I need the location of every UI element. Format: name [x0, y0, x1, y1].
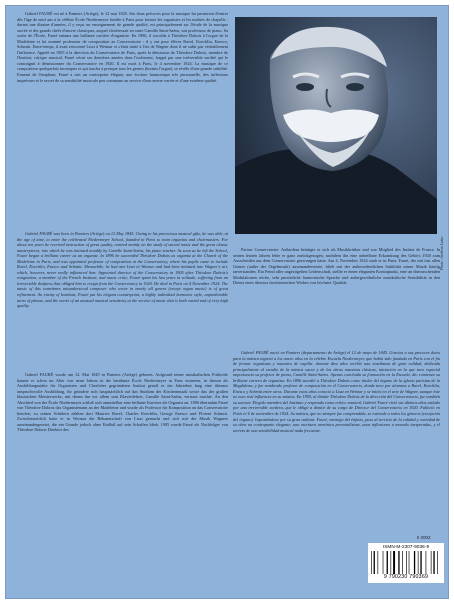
- portrait-photo: [235, 17, 437, 234]
- text-french: Gabriel FAURÉ est né à Pamiers (Ariège), le 12 mai 1845. Ses dons précoces pour la musique lui permirent d'entrer dès l'âge de neuf ans à la célèbre École Niedermeyer fondée à Paris pour former les organistes et les maîtres de chapelle : durant une dizaine d'années, il y reçut un enseignement de grande qualité, est principalement sur l'étude de la musique sacrée et des grands chefs-d'œuvre classiques, auquel s'intéressait en outre Camille Saint-Saëns, son professeur de piano. Sa sortie de l'École, Fauré entama une brillante carrière d'organiste. En 1896, il succéda à Théodore Dubois à l'orgue de la Madeleine et fut nommé professeur de composition au Conservatoire : il y eut pour élèves Ravel, Koechlin, Enesco, Schmitt. Entre-temps, il avait rencontré Liszt à Weimar et s'était initié à l'art de Wagner dont il ne subit pas véritablement l'influence. Appelé en 1905 à la direction du Conservatoire de Paris, après la démission de Théodore Dubois, membre de l'Institut, critique musical, Fauré vécut ses dernières années dans l'isolement, frappé par une irréversible surdité qui le contraignit à démissionner du Conservatoire en 1920. Il est mort à Paris, le 4 novembre 1924. La musique de ce compositeur quelquefois incompris et qui toucha à presque tous les genres (hormis l'orgue), se révèle d'une grande subtilité. Ennemi de l'emphase, Fauré a mis un contrepoint élégant, une écriture harmonique très personnelle, des inflexions imprévues et le secret de sa sensibilité musicale peu commune au service d'une œuvre variée et d'une extrême qualité.: [17, 11, 228, 83]
- catalog-number: II 2002: [417, 535, 431, 540]
- text-german-continued: Pariser Conservatoire. Außerdem betätigte er sich als Musikkritiker und war Mitglied des Institut de France. In seinen letzten Jahren lebte er ganz zurückgezogen, nachdem ihn eine unheilbare Erkrankung des Gehörs 1920 zum Ausscheiden aus dem Conservatoire gezwungen hatte. Am 4. November 1924 starb er in Paris. Fauré, der mit fast allen Genres (außer der Orgelmusik) auseinandersetzte, blieb mit der außerordentlichen Subtilität seiner Musik häufig unverstanden. Ein Feind aller ungezügelten Leidenschaft, stellte er einen eleganten Kontrapunkt, eine an überraschenden Modulationen reiche, sehr persönliche harmonische Sprache und außergewöhnliche musikalische Sensibilität in den Dienst eines überaus facettenreichen Werkes von höchster Qualität.: [233, 247, 440, 286]
- barcode-label: [368, 543, 444, 583]
- barcode-bars: [371, 551, 441, 574]
- photo-credit: Photo : Archives Leduc: [440, 236, 444, 270]
- text-spanish: Gabriel FAURÉ nació en Pamiers (departamento de Ariège) el 12 de mayo de 1845. Gracias a sus precoces dotes para la música ingresó a los nueve años en la célebre Escuela Niedermeyer, que había sido fundada en París con el fin de formar organistas y maestros de capilla: durante diez años recibió una enseñanza de gran calidad, dedicada principalmente al estudio de la música sacra y de las obras maestras clásicas, iniciación en la que tuvo especial importancia su profesor de piano, Camille Saint-Saëns. Apenas concluida su formación en la Escuela, dio comienzo su brillante carrera de organista. En 1896 sucedió a Théodore Dubois como titular del órgano de la iglesia parisina de la Magdalena, y fue nombrado profesor de composición en el Conservatorio, donde tuvo por alumnos a Ravel, Koechlin, Enesco y Schmitt entre otros. Durante estos años conoció a Liszt en Weimar y se inició en el arte de Wagner, aunque éste no tuvo real influencia en su música. En 1905, al dimitir Théodore Dubois de la dirección del Conservatorio, fue también su sucesor. Elegido miembro del Instituto y respetado como crítico musical, Gabriel Fauré vivió sus últimos años aislado por una irreversible sordera, que le obligó a dimitir de su cargo de Director del Conservatorio en 1920. Falleció en París el 4 de noviembre de 1924. Su música, que no siempre fue comprendida, se extiende a todos los géneros (excepción del órgano). Imponiéndose por su gran sutileza: Fauré, enemigo del énfasis, puso al servicio de la calidad y variedad de su obra un contrapunto elegante, una escritura armónica personalísima, unas inflexiones a menudo inesperadas, y el secreto de una sensibilidad musical nada frecuente.: [233, 350, 440, 433]
- book-back-cover: [5, 5, 449, 599]
- ismn-text: ISMN-M-2307-9036-9: [382, 544, 430, 549]
- barcode-digits: 9 790230 790369: [383, 574, 429, 580]
- portrait-illustration: [235, 17, 437, 234]
- text-german: Gabriel FAURÉ wurde am 12. Mai 1845 in Pamiers (Ariège) geboren. Aufgrund seiner musikalischen Frühreife konnte er schon im Alter von neun Jahren in die berühmte École Niedermeyer in Paris eintreten, in dessen als Ausbildungsstätte für Organisten und Chorleiter gegründeten Institut genoß er ein Jahrzehnt lang eine überaus anspruchsvolle Ausbildung, für gründete sich hauptsächlich auf das Studium der Kirchenmusik sowie das der großen klassischen Meisterwerke, mit denen ihn vor allem sein Klavierlehrer, Camille Saint-Saëns, vertraut machte. An den Abschied von der École Niedermeyer schloß sich unmittelbar eine brillante Karriere als Organist an: 1896 übernahm Fauré von Théodore Dubois das Organistenamt an der Madeleine und wurde als Professor für Komposition an das Conservatoire berufen; zu seinen Schülern zählten dort Maurice Ravel, Charles Koechlin, George Enesco und Florent Schmitt. Zwischenzeitlich hatte er in Weimar die Bekanntschaft von Liszt gemacht und sich mit der Musik Wagners auseinandergesetzt, die ein Grunde jedoch ohne Einfluß auf sein Schaffen blieb. 1905 wurde Fauré als Nachfolger von Théodore Dubois Direktor des: [17, 372, 228, 433]
- text-english: Gabriel FAURÉ was born in Pamiers (Ariège) on 12 May 1845. Owing to his precocious musical gifts, he was able, at the age of nine, to enter the celebrated Niedermeyer School, founded in Paris to train organists and choirmasters. For about ten years he received instruction of great quality, centred mainly on the study of sacred music and the great classic masterpieces, into which he was initiated notably by Camille Saint-Saëns, his piano teacher. As soon as he left the School, Fauré began a brilliant career as an organist. In 1896 he succeeded Théodore Dubois as organist at the Church of the Madeleine in Paris, and was appointed professor of composition at the Conservatory, where his pupils came to include Ravel, Koechlin, Enesco and Schmitt. Meanwhile, he had met Liszt in Weimar and had been initiated into Wagner's art, which, however, never really influenced him. Appointed director of the Conservatory in 1905 after Théodore Dubois's resignation, a member of the French Institute, and music critic, Fauré spent his last years in solitude, suffering from an irreversible deafness that obliged him to resign from the Conservatory in 1920. He died in Paris on 4 November 1924. The music of this sometimes misunderstood composer who wrote in nearly all genres (except organ music) is of great refinement. An enemy of bombast, Fauré put his elegant counterpoint, a highly individual harmonic style, unpredictable turns of phrase, and the secret of an unusual musical sensitivity at the service of music that is both varied and of very high quality.: [17, 231, 228, 309]
